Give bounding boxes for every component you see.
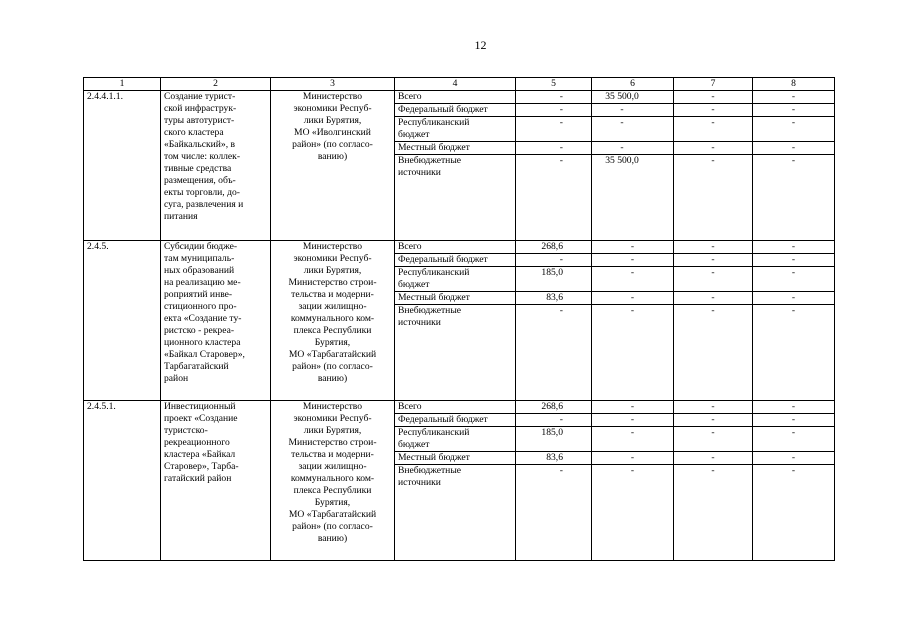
value-cell: -: [516, 117, 592, 142]
value-cell: -: [753, 292, 835, 305]
funding-source-text: Республиканский бюджет: [398, 267, 470, 290]
value-cell: -: [674, 142, 753, 155]
column-header: 6: [592, 78, 674, 91]
responsible-executor: [271, 401, 395, 561]
item-code: 2.4.4.1.1.: [84, 91, 161, 241]
value-cell: -: [516, 414, 592, 427]
value-cell: -: [592, 254, 674, 267]
responsible-executor-text: Министерство экономики Респуб- лики Бурятия, Министерство строи- тельства и модерни- зации жилищно- коммунального ком- плекса Республики Бурятия, МО «Тарбагатайский район» (по согласо- ванию): [288, 401, 377, 544]
value-cell: -: [592, 292, 674, 305]
value-cell: -: [674, 452, 753, 465]
column-header-row: [84, 78, 835, 91]
value-cell: -: [592, 305, 674, 401]
value-cell: -: [592, 401, 674, 414]
value-cell: 185,0: [516, 427, 592, 452]
table-row: [84, 401, 835, 414]
value-cell: 83,6: [516, 452, 592, 465]
value-cell: -: [753, 452, 835, 465]
item-name: [161, 401, 271, 561]
funding-source-text: Внебюджетные источники: [398, 305, 462, 328]
funding-source-text: Внебюджетные источники: [398, 465, 462, 488]
funding-source-text: Местный бюджет: [398, 142, 470, 153]
value-cell: 35 500,0: [592, 155, 674, 241]
funding-source-text: Республиканский бюджет: [398, 427, 470, 450]
value-cell: -: [674, 104, 753, 117]
funding-source: [395, 401, 516, 414]
value-cell: -: [674, 155, 753, 241]
value-cell: -: [516, 465, 592, 561]
funding-source: [395, 305, 516, 401]
value-cell: -: [674, 267, 753, 292]
value-cell: -: [592, 104, 674, 117]
value-cell: -: [753, 104, 835, 117]
value-cell: -: [592, 452, 674, 465]
column-header: 5: [516, 78, 592, 91]
item-code: 2.4.5.1.: [84, 401, 161, 561]
value-cell: -: [592, 241, 674, 254]
funding-source: [395, 142, 516, 155]
table-row: [84, 241, 835, 254]
responsible-executor-text: Министерство экономики Респуб- лики Бурятия, Министерство строи- тельства и модерни- зации жилищно- коммунального ком- плекса Республики Бурятия, МО «Тарбагатайский район» (по согласо- ванию): [288, 241, 377, 384]
funding-source-text: Всего: [398, 241, 422, 252]
value-cell: 268,6: [516, 401, 592, 414]
value-cell: 83,6: [516, 292, 592, 305]
funding-source: [395, 427, 516, 452]
value-cell: -: [592, 427, 674, 452]
funding-source-text: Федеральный бюджет: [398, 104, 488, 115]
value-cell: -: [753, 305, 835, 401]
value-cell: -: [674, 465, 753, 561]
funding-source-text: Республиканский бюджет: [398, 117, 470, 140]
value-cell: -: [674, 427, 753, 452]
item-name-text: Субсидии бюдже- там муниципаль- ных образований на реализацию ме- роприятий инве- стиционного про- екта «Создание ту- ристско - рекреа- ционного кластера «Байкал Старовер», Тарбагатайский район: [164, 241, 245, 384]
value-cell: 185,0: [516, 267, 592, 292]
funding-source: [395, 267, 516, 292]
value-cell: -: [753, 427, 835, 452]
value-cell: -: [674, 91, 753, 104]
funding-source: [395, 155, 516, 241]
value-cell: -: [753, 142, 835, 155]
value-cell: -: [753, 155, 835, 241]
funding-source: [395, 452, 516, 465]
value-cell: -: [753, 117, 835, 142]
value-cell: -: [753, 465, 835, 561]
value-cell: -: [592, 142, 674, 155]
value-cell: -: [674, 117, 753, 142]
value-cell: -: [674, 401, 753, 414]
item-name: [161, 241, 271, 401]
value-cell: -: [674, 305, 753, 401]
table-row: [84, 91, 835, 104]
financing-table: [83, 77, 835, 561]
value-cell: 268,6: [516, 241, 592, 254]
value-cell: -: [516, 305, 592, 401]
value-cell: -: [516, 142, 592, 155]
funding-source: [395, 104, 516, 117]
value-cell: -: [753, 91, 835, 104]
item-name-text: Создание турист- ской инфраструк- туры автотурист- ского кластера «Байкальский», в том числе: коллек- тивные средства размещения, объ- екты торговли, до- суга, развлечения и питания: [164, 91, 244, 222]
funding-source: [395, 91, 516, 104]
value-cell: -: [592, 267, 674, 292]
funding-source-text: Всего: [398, 401, 422, 412]
page-number: 12: [474, 38, 487, 52]
value-cell: -: [753, 401, 835, 414]
value-cell: -: [674, 414, 753, 427]
value-cell: -: [516, 91, 592, 104]
funding-source-text: Всего: [398, 91, 422, 102]
column-header: 1: [84, 78, 161, 91]
value-cell: 35 500,0: [592, 91, 674, 104]
funding-source-text: Местный бюджет: [398, 292, 470, 303]
funding-source: [395, 292, 516, 305]
funding-source: [395, 465, 516, 561]
column-header: 7: [674, 78, 753, 91]
item-code: 2.4.5.: [84, 241, 161, 401]
value-cell: -: [592, 414, 674, 427]
value-cell: -: [753, 241, 835, 254]
funding-source-text: Местный бюджет: [398, 452, 470, 463]
column-header: 2: [161, 78, 271, 91]
funding-source: [395, 414, 516, 427]
value-cell: -: [592, 465, 674, 561]
funding-source-text: Внебюджетные источники: [398, 155, 462, 178]
funding-source: [395, 117, 516, 142]
value-cell: -: [753, 254, 835, 267]
item-name: [161, 91, 271, 241]
value-cell: -: [516, 254, 592, 267]
column-header: 3: [271, 78, 395, 91]
responsible-executor: [271, 91, 395, 241]
funding-source-text: Федеральный бюджет: [398, 414, 488, 425]
column-header: 8: [753, 78, 835, 91]
funding-source-text: Федеральный бюджет: [398, 254, 488, 265]
value-cell: -: [674, 241, 753, 254]
value-cell: -: [516, 104, 592, 117]
value-cell: -: [674, 254, 753, 267]
responsible-executor: [271, 241, 395, 401]
responsible-executor-text: Министерство экономики Респуб- лики Бурятия, МО «Иволгинский район» (по согласо- ванию): [292, 91, 373, 162]
value-cell: -: [516, 155, 592, 241]
value-cell: -: [674, 292, 753, 305]
column-header: 4: [395, 78, 516, 91]
funding-source: [395, 254, 516, 267]
value-cell: -: [753, 414, 835, 427]
value-cell: -: [592, 117, 674, 142]
funding-source: [395, 241, 516, 254]
item-name-text: Инвестиционный проект «Создание туристско- рекреационного кластера «Байкал Старовер», Тарба- гатайский район: [164, 401, 239, 484]
value-cell: -: [753, 267, 835, 292]
